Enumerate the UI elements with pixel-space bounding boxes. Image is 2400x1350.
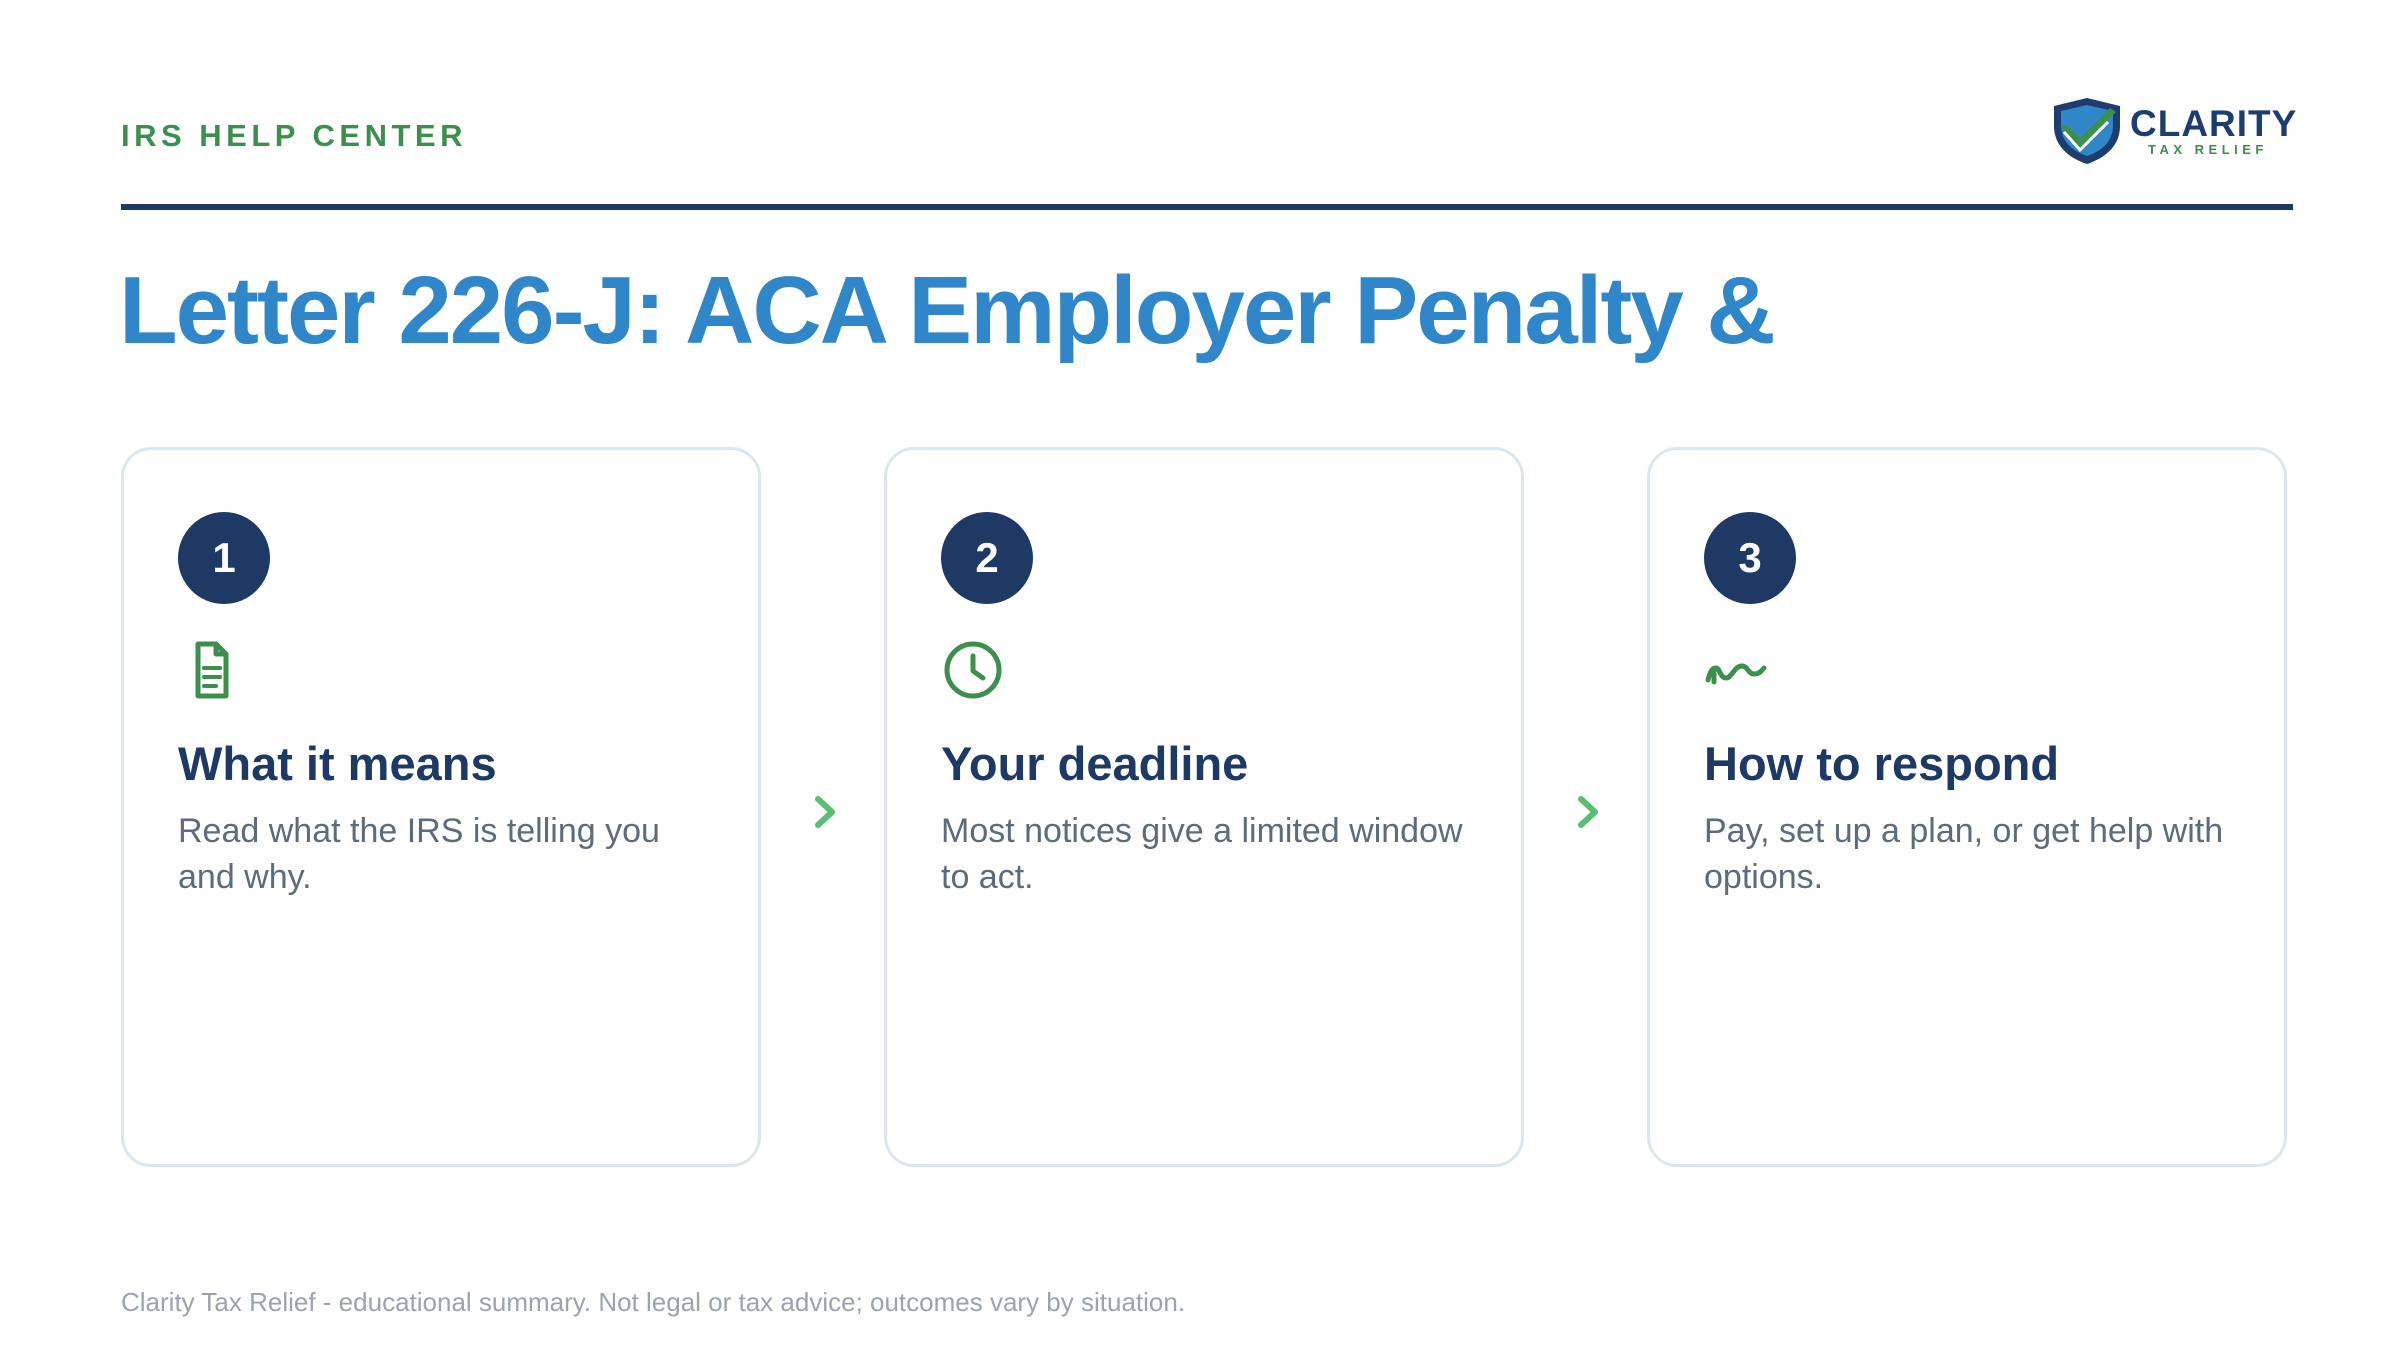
document-icon [178,638,242,702]
disclaimer-footer: Clarity Tax Relief - educational summary. Not legal or tax advice; outcomes vary by situation. [121,1287,1186,1317]
step-title: Your deadline [941,737,1249,790]
step-description: Read what the IRS is telling you and why. [178,812,660,896]
step-description: Pay, set up a plan, or get help with options. [1704,812,2224,896]
chevron-right-icon [1573,795,1603,829]
step-description: Most notices give a limited window to act. [941,812,1463,896]
clock-icon [941,638,1005,702]
logo-name: CLARITY [2130,103,2298,144]
step-number-badge: 1 [178,512,270,604]
clarity-logo[interactable] [2050,96,2297,166]
chevron-right-icon [810,795,840,829]
handshake-icon [1704,638,1768,702]
step-title: How to respond [1704,737,2060,790]
header-divider [121,204,2293,210]
step-title: What it means [178,737,497,790]
step-card-how-to-respond [1647,447,2287,1167]
section-eyebrow: IRS HELP CENTER [121,118,467,153]
step-card-what-it-means [121,447,761,1167]
shield-check-icon [2050,96,2124,166]
logo-tagline: TAX RELIEF [2148,142,2268,157]
page-title: Letter 226-J: ACA Employer Penalty & [119,257,1774,364]
step-number-badge: 3 [1704,512,1796,604]
step-number-badge: 2 [941,512,1033,604]
step-card-your-deadline [884,447,1524,1167]
